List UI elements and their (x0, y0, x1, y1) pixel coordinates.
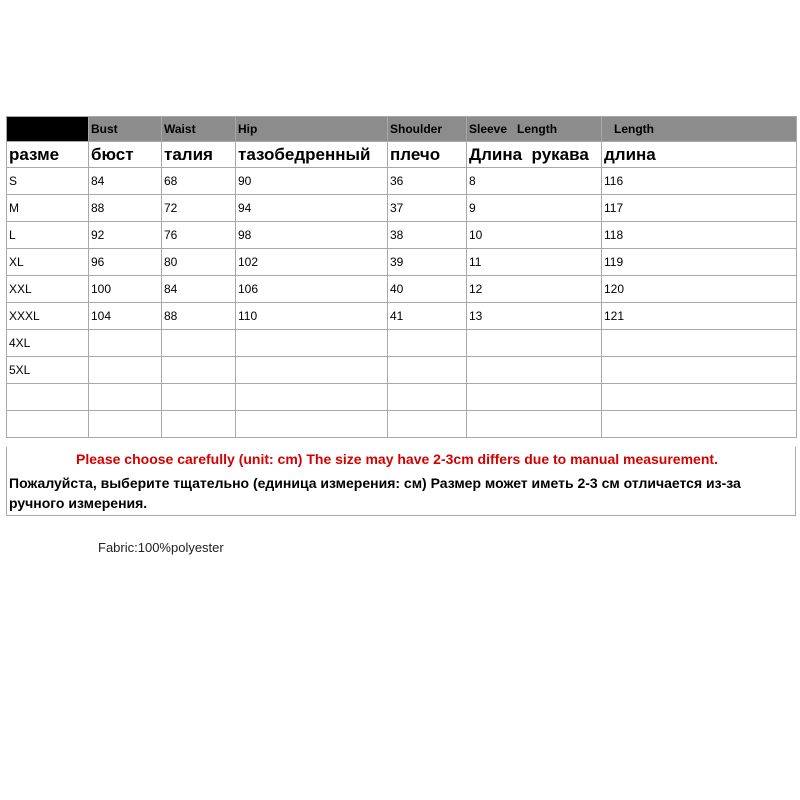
header-ru-cell-length: длина (602, 142, 797, 168)
table-cell-size: L (7, 222, 89, 249)
table-row (7, 384, 797, 411)
table-cell-sleeve-length: 11 (467, 249, 602, 276)
table-cell-shoulder: 39 (388, 249, 467, 276)
table-row (7, 249, 797, 276)
table-cell-hip (236, 411, 388, 438)
header-ru-cell-shoulder: плечо (388, 142, 467, 168)
table-cell-length (602, 411, 797, 438)
table-cell-shoulder: 40 (388, 276, 467, 303)
table-cell-sleeve-length (467, 411, 602, 438)
table-cell-length (602, 384, 797, 411)
table-row (7, 330, 797, 357)
table-cell-shoulder: 38 (388, 222, 467, 249)
table-cell-length: 118 (602, 222, 797, 249)
table-row (7, 303, 797, 330)
table-row (7, 222, 797, 249)
size-note-russian: Пожалуйста, выберите тщательно (единица измерения: см) Размер может иметь 2-3 см отличается из-за ручного измерения. (9, 475, 741, 511)
table-cell-waist (162, 384, 236, 411)
table-cell-sleeve-length (467, 384, 602, 411)
table-cell-size: 4XL (7, 330, 89, 357)
table-cell-waist: 80 (162, 249, 236, 276)
table-cell-bust: 104 (89, 303, 162, 330)
table-cell-bust (89, 330, 162, 357)
table-cell-hip: 102 (236, 249, 388, 276)
table-cell-length (602, 330, 797, 357)
table-cell-waist: 76 (162, 222, 236, 249)
header-cell-sleeve-length: Sleeve Length (467, 117, 602, 142)
table-cell-waist: 88 (162, 303, 236, 330)
table-cell-length: 119 (602, 249, 797, 276)
table-cell-bust: 84 (89, 168, 162, 195)
table-cell-hip: 106 (236, 276, 388, 303)
table-cell-size: XL (7, 249, 89, 276)
table-cell-shoulder (388, 330, 467, 357)
header-cell-shoulder: Shoulder (388, 117, 467, 142)
table-cell-waist: 68 (162, 168, 236, 195)
table-cell-size (7, 384, 89, 411)
table-cell-bust (89, 357, 162, 384)
table-cell-waist (162, 357, 236, 384)
table-cell-size: XXL (7, 276, 89, 303)
header-ru-cell-sleeve-length: Длина рукава (467, 142, 602, 168)
table-cell-length: 117 (602, 195, 797, 222)
size-notes-box (6, 447, 796, 516)
table-cell-size: 5XL (7, 357, 89, 384)
header-ru-cell-size: разме (7, 142, 89, 168)
table-cell-hip: 110 (236, 303, 388, 330)
table-cell-hip (236, 384, 388, 411)
table-cell-size: S (7, 168, 89, 195)
table-cell-shoulder: 41 (388, 303, 467, 330)
table-cell-bust: 88 (89, 195, 162, 222)
header-ru-cell-waist: талия (162, 142, 236, 168)
header-ru-cell-hip: тазобедренный (236, 142, 388, 168)
table-row (7, 357, 797, 384)
table-cell-sleeve-length: 13 (467, 303, 602, 330)
table-row (7, 411, 797, 438)
table-cell-shoulder (388, 384, 467, 411)
size-note-english: Please choose carefully (unit: cm) The size may have 2-3cm differs due to manual measurement. (76, 451, 718, 467)
header-cell-bust: Bust (89, 117, 162, 142)
header-row (7, 117, 797, 142)
table-cell-bust (89, 384, 162, 411)
table-cell-shoulder (388, 411, 467, 438)
size-chart-table (6, 116, 797, 438)
table-cell-size: XXXL (7, 303, 89, 330)
header-cell-size: Size (7, 117, 89, 142)
table-cell-sleeve-length: 10 (467, 222, 602, 249)
header-cell-hip: Hip (236, 117, 388, 142)
table-cell-hip: 98 (236, 222, 388, 249)
table-cell-hip (236, 330, 388, 357)
table-cell-waist: 72 (162, 195, 236, 222)
table-row (7, 168, 797, 195)
table-cell-waist (162, 330, 236, 357)
table-cell-hip (236, 357, 388, 384)
fabric-composition: Fabric:100%polyester (98, 540, 224, 555)
header-cell-waist: Waist (162, 117, 236, 142)
table-cell-waist (162, 411, 236, 438)
table-cell-sleeve-length: 12 (467, 276, 602, 303)
table-cell-sleeve-length (467, 357, 602, 384)
table-cell-sleeve-length: 8 (467, 168, 602, 195)
table-cell-length: 116 (602, 168, 797, 195)
table-row (7, 195, 797, 222)
table-cell-size (7, 411, 89, 438)
table-cell-size: M (7, 195, 89, 222)
table-cell-shoulder (388, 357, 467, 384)
header-cell-length: Length (602, 117, 797, 142)
header-row-russian (7, 142, 797, 168)
table-cell-hip: 90 (236, 168, 388, 195)
table-cell-sleeve-length (467, 330, 602, 357)
header-ru-cell-bust: бюст (89, 142, 162, 168)
table-cell-bust: 92 (89, 222, 162, 249)
table-cell-length (602, 357, 797, 384)
table-cell-bust (89, 411, 162, 438)
table-cell-sleeve-length: 9 (467, 195, 602, 222)
table-cell-shoulder: 36 (388, 168, 467, 195)
table-cell-bust: 100 (89, 276, 162, 303)
table-cell-length: 120 (602, 276, 797, 303)
table-cell-waist: 84 (162, 276, 236, 303)
table-cell-length: 121 (602, 303, 797, 330)
table-cell-hip: 94 (236, 195, 388, 222)
table-cell-bust: 96 (89, 249, 162, 276)
table-cell-shoulder: 37 (388, 195, 467, 222)
table-row (7, 276, 797, 303)
